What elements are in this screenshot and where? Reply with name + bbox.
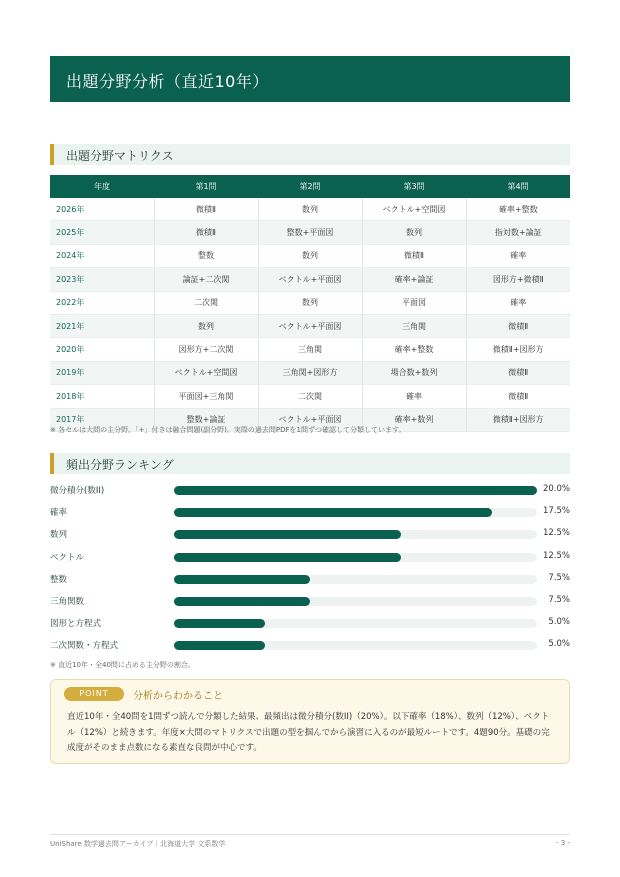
matrix-section-heading xyxy=(50,144,570,165)
matrix-cell: 微積Ⅱ+図形方 xyxy=(466,338,570,361)
ranking-bar-track xyxy=(174,486,537,495)
matrix-row xyxy=(50,291,570,314)
matrix-note: ※ 各セルは大問の主分野。「+」付きは融合問題(副分野)。実際の過去問PDFを1問ずつ確認して分類しています。 xyxy=(50,426,406,434)
matrix-cell: 確率+論証 xyxy=(362,268,466,291)
ranking-value: 5.0% xyxy=(548,617,570,628)
point-badge: POINT xyxy=(64,687,124,701)
ranking-bar xyxy=(174,508,492,517)
matrix-cell: 数列 xyxy=(362,221,466,244)
ranking-row xyxy=(50,637,570,655)
matrix-cell: 整数+論証 xyxy=(154,408,258,431)
matrix-year-cell: 2023年 xyxy=(50,268,154,291)
matrix-cell: 確率 xyxy=(362,385,466,408)
matrix-cell: 確率 xyxy=(466,291,570,314)
ranking-bar xyxy=(174,597,310,606)
footer-divider xyxy=(50,834,570,835)
matrix-cell: ベクトル+平面図 xyxy=(258,268,362,291)
matrix-cell: 微積Ⅱ xyxy=(466,314,570,337)
matrix-cell: 微積Ⅱ xyxy=(154,221,258,244)
ranking-label: 整数 xyxy=(50,574,68,585)
matrix-cell: 微積Ⅱ xyxy=(154,198,258,221)
ranking-value: 5.0% xyxy=(548,639,570,650)
matrix-cell: 数列 xyxy=(258,244,362,267)
matrix-year-cell: 2018年 xyxy=(50,385,154,408)
matrix-cell: ベクトル+平面図 xyxy=(258,314,362,337)
matrix-row xyxy=(50,268,570,291)
ranking-row xyxy=(50,526,570,544)
ranking-row xyxy=(50,482,570,500)
matrix-cell: 微積Ⅱ+図形方 xyxy=(466,408,570,431)
ranking-bar xyxy=(174,530,401,539)
ranking-note: ※ 直近10年・全40問に占める主分野の割合。 xyxy=(50,661,195,669)
ranking-label: 三角関数 xyxy=(50,597,85,607)
ranking-value: 7.5% xyxy=(548,572,570,583)
matrix-cell: 指対数+論証 xyxy=(466,221,570,244)
ranking-bar xyxy=(174,641,265,650)
matrix-cell: ベクトル+平面図 xyxy=(258,408,362,431)
matrix-row xyxy=(50,314,570,337)
ranking-bar-track xyxy=(174,597,537,606)
col-header: 第2問 xyxy=(258,175,362,198)
ranking-bar xyxy=(174,575,310,584)
ranking-label: 二次関数・方程式 xyxy=(50,641,119,652)
ranking-value: 17.5% xyxy=(542,506,570,517)
matrix-cell: 数列 xyxy=(258,198,362,221)
ranking-bar xyxy=(174,619,265,628)
matrix-cell: 微積Ⅱ xyxy=(466,361,570,384)
matrix-cell: 確率+数列 xyxy=(362,408,466,431)
matrix-row xyxy=(50,198,570,221)
matrix-header-row xyxy=(50,175,570,198)
matrix-cell: 確率+整数 xyxy=(362,338,466,361)
ranking-value: 20.0% xyxy=(542,484,570,494)
ranking-section-heading xyxy=(50,453,570,474)
ranking-bar-track xyxy=(174,553,537,562)
ranking-row xyxy=(50,571,570,589)
matrix-year-cell: 2024年 xyxy=(50,244,154,267)
ranking-label: 図形と方程式 xyxy=(50,619,102,630)
ranking-row xyxy=(50,549,570,567)
matrix-cell: ベクトル+空間図 xyxy=(362,198,466,221)
matrix-year-cell: 2022年 xyxy=(50,291,154,314)
ranking-bar xyxy=(174,553,401,562)
matrix-cell: 図形方+二次関 xyxy=(154,338,258,361)
matrix-cell: 図形方+微積Ⅱ xyxy=(466,268,570,291)
matrix-row xyxy=(50,385,570,408)
ranking-bar xyxy=(174,486,537,495)
col-header: 第4問 xyxy=(466,175,570,198)
page-title: 出題分野分析（直近10年） xyxy=(66,72,269,91)
ranking-row xyxy=(50,615,570,633)
field-matrix-table xyxy=(50,175,570,432)
point-body: 直近10年・全40問を1問ずつ読んで分類した結果、最頻出は微分積分(数II)（20%）。以下確率（18%）、数列（12%）、ベクトル（12%）と続きます。年度×大問のマトリクスで出題の型を掴んでから演習に入るのが最短ルートです。4題90分。基礎の完成度がそのまま点数になる素直な良問が中心です。 xyxy=(67,712,550,753)
matrix-cell: 平面図+三角関 xyxy=(154,385,258,408)
matrix-cell: 三角関+図形方 xyxy=(258,361,362,384)
matrix-cell: 数列 xyxy=(154,314,258,337)
matrix-year-cell: 2017年 xyxy=(50,408,154,431)
ranking-label: 確率 xyxy=(50,508,68,519)
matrix-cell: 確率 xyxy=(466,244,570,267)
ranking-label: 微分積分(数II) xyxy=(50,486,105,496)
matrix-year-cell: 2026年 xyxy=(50,198,154,221)
matrix-row xyxy=(50,221,570,244)
ranking-value: 12.5% xyxy=(542,528,570,539)
matrix-cell: 三角関 xyxy=(258,338,362,361)
ranking-bar-track xyxy=(174,508,537,517)
ranking-bar-track xyxy=(174,619,537,628)
ranking-heading-text: 頻出分野ランキング xyxy=(66,458,174,472)
page-title-bar xyxy=(50,56,570,102)
point-title: 分析からわかること xyxy=(133,691,223,702)
matrix-cell: 論証+二次関 xyxy=(154,268,258,291)
matrix-cell: 二次関 xyxy=(154,291,258,314)
matrix-cell: 平面図 xyxy=(362,291,466,314)
ranking-bar-track xyxy=(174,530,537,539)
col-header: 年度 xyxy=(50,175,154,198)
footer-source: UniShare 数学過去問アーカイブ｜北海道大学 文系数学 xyxy=(50,840,226,848)
matrix-cell: ベクトル+空間図 xyxy=(154,361,258,384)
col-header: 第3問 xyxy=(362,175,466,198)
ranking-row xyxy=(50,504,570,522)
matrix-row xyxy=(50,361,570,384)
ranking-row xyxy=(50,593,570,611)
matrix-year-cell: 2021年 xyxy=(50,314,154,337)
matrix-heading-text: 出題分野マトリクス xyxy=(66,149,174,163)
ranking-label: ベクトル xyxy=(50,552,85,563)
matrix-cell: 確率+整数 xyxy=(466,198,570,221)
matrix-cell: 数列 xyxy=(258,291,362,314)
matrix-year-cell: 2019年 xyxy=(50,361,154,384)
ranking-value: 7.5% xyxy=(548,595,570,605)
matrix-cell: 整数 xyxy=(154,244,258,267)
point-box xyxy=(50,679,570,764)
page-number: - 3 - xyxy=(556,839,570,847)
matrix-row xyxy=(50,244,570,267)
matrix-cell: 整数+平面図 xyxy=(258,221,362,244)
matrix-cell: 二次関 xyxy=(258,385,362,408)
matrix-cell: 場合数+数列 xyxy=(362,361,466,384)
ranking-value: 12.5% xyxy=(542,550,570,561)
matrix-cell: 三角関 xyxy=(362,314,466,337)
ranking-label: 数列 xyxy=(50,530,68,541)
matrix-year-cell: 2020年 xyxy=(50,338,154,361)
matrix-row xyxy=(50,338,570,361)
ranking-bar-track xyxy=(174,575,537,584)
col-header: 第1問 xyxy=(154,175,258,198)
matrix-cell: 微積Ⅱ xyxy=(362,244,466,267)
ranking-bar-track xyxy=(174,641,537,650)
matrix-cell: 微積Ⅱ xyxy=(466,385,570,408)
matrix-year-cell: 2025年 xyxy=(50,221,154,244)
